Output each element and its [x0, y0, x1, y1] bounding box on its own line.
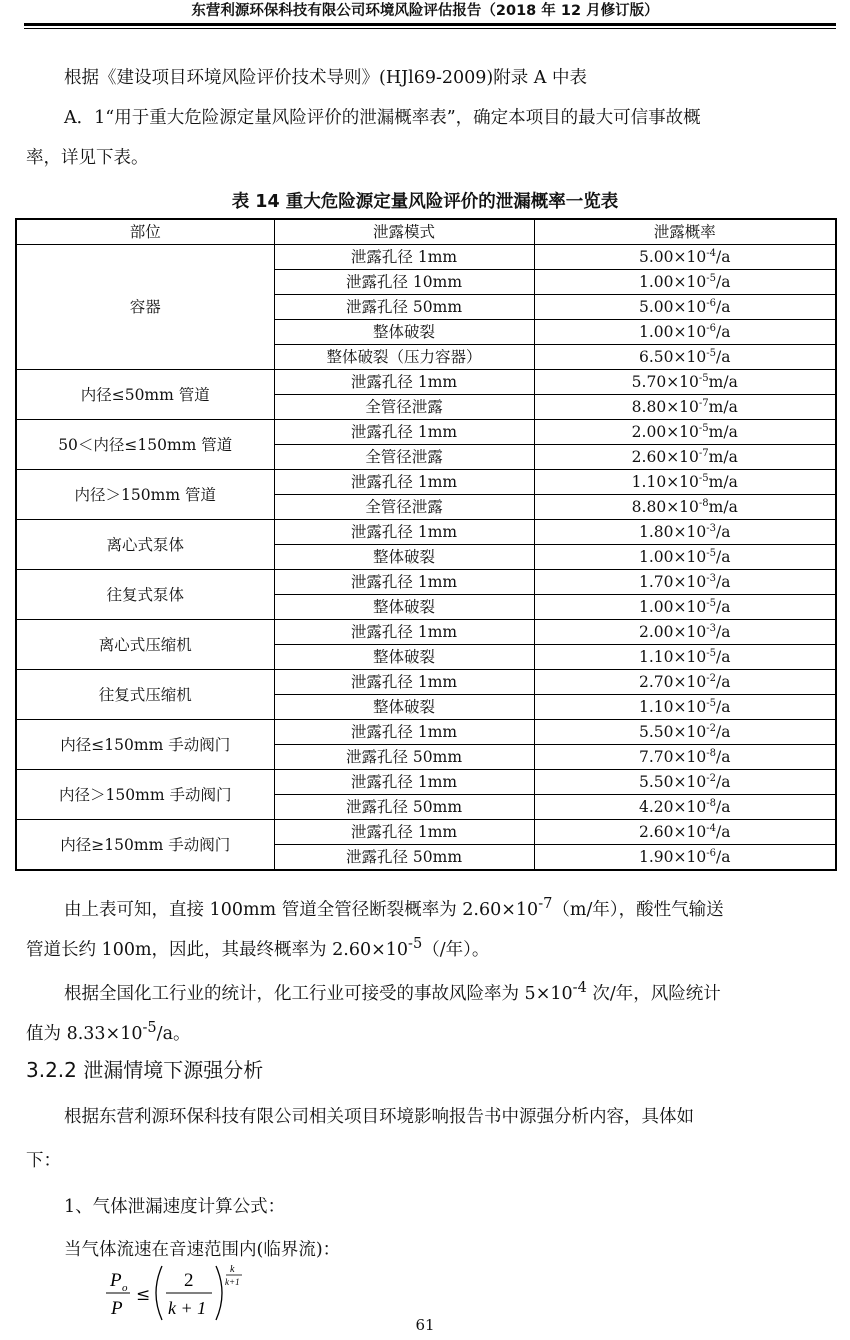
times-ten: ×10	[666, 398, 699, 416]
after-paragraph-3	[26, 968, 838, 1014]
table-row	[16, 420, 836, 445]
formula-two: 2	[184, 1270, 194, 1291]
cell-mode: 泄露孔径 1mm	[274, 670, 534, 695]
cell-mode: 泄露孔径 1mm	[274, 620, 534, 645]
probability-exponent: -3	[706, 522, 716, 534]
cell-probability	[534, 395, 836, 420]
section-heading: 3.2.2 泄漏情境下源强分析	[26, 1058, 264, 1082]
probability-unit: m/a	[708, 448, 738, 466]
probability-mantissa: 7.70	[639, 748, 674, 766]
probability-exponent: -5	[698, 422, 709, 434]
times-ten: ×10	[673, 548, 707, 566]
probability-unit: /a	[716, 323, 731, 341]
cell-probability	[534, 270, 836, 295]
cell-probability	[534, 470, 836, 495]
table-row	[16, 720, 836, 745]
cell-probability	[534, 495, 836, 520]
probability-exponent: -2	[706, 772, 716, 784]
probability-unit: m/a	[708, 473, 738, 491]
body-paragraph-4: 当气体流速在音速范围内(临界流)：	[64, 1240, 341, 1260]
formula-numerator-subscript: o	[122, 1282, 128, 1294]
probability-unit: /a	[716, 798, 731, 816]
cell-mode: 全管径泄露	[274, 395, 534, 420]
probability-unit: /a	[716, 298, 731, 316]
probability-exponent: -8	[698, 497, 709, 509]
cell-probability	[534, 370, 836, 395]
times-ten: ×10	[666, 498, 699, 516]
intro-line-2: A．1“用于重大危险源定量风险评价的泄漏概率表”，确定本项目的最大可信事故概	[64, 108, 701, 128]
cell-probability	[534, 845, 836, 871]
probability-mantissa: 1.00	[639, 273, 674, 291]
after-text: 管道长约 100m，因此，其最终概率为 2.60×10	[26, 939, 409, 960]
cell-mode: 泄露孔径 1mm	[274, 370, 534, 395]
cell-mode: 泄露孔径 10mm	[274, 270, 534, 295]
probability-mantissa: 2.00	[639, 623, 674, 641]
cell-probability	[534, 320, 836, 345]
cell-mode: 整体破裂	[274, 695, 534, 720]
probability-exponent: -8	[706, 747, 716, 759]
formula-k-plus-1: k + 1	[168, 1298, 207, 1318]
table-caption: 表 14 重大危险源定量风险评价的泄漏概率一览表	[231, 192, 619, 212]
formula-exp-num: k	[230, 1264, 235, 1275]
probability-unit: /a	[716, 748, 731, 766]
exponent: -7	[538, 895, 553, 912]
probability-exponent: -5	[698, 472, 709, 484]
times-ten: ×10	[673, 748, 707, 766]
probability-exponent: -7	[698, 447, 709, 459]
after-text: 由上表可知，直接 100mm 管道全管径断裂概率为 2.60×10	[64, 899, 539, 920]
probability-unit: /a	[716, 623, 731, 641]
probability-exponent: -5	[698, 372, 709, 384]
table-row	[16, 570, 836, 595]
times-ten: ×10	[673, 298, 707, 316]
probability-exponent: -7	[698, 397, 709, 409]
after-text: （m/年），酸性气输送	[552, 899, 724, 920]
times-ten: ×10	[666, 373, 699, 391]
probability-mantissa: 6.50	[639, 348, 674, 366]
times-ten: ×10	[673, 648, 707, 666]
times-ten: ×10	[673, 323, 707, 341]
cell-part: 往复式泵体	[16, 570, 274, 620]
cell-mode: 整体破裂	[274, 645, 534, 670]
after-paragraph-2	[26, 924, 838, 970]
probability-unit: /a	[716, 273, 731, 291]
times-ten: ×10	[673, 273, 707, 291]
cell-mode: 全管径泄露	[274, 495, 534, 520]
cell-mode: 泄露孔径 1mm	[274, 770, 534, 795]
table-row	[16, 820, 836, 845]
after-paragraph-1	[26, 884, 838, 930]
probability-mantissa: 1.10	[639, 648, 674, 666]
times-ten: ×10	[666, 448, 699, 466]
cell-part: 离心式泵体	[16, 520, 274, 570]
cell-probability	[534, 745, 836, 770]
cell-mode: 泄露孔径 1mm	[274, 820, 534, 845]
probability-exponent: -2	[706, 672, 716, 684]
probability-exponent: -5	[706, 647, 716, 659]
times-ten: ×10	[673, 773, 707, 791]
table-row	[16, 670, 836, 695]
cell-mode: 泄露孔径 50mm	[274, 845, 534, 871]
probability-mantissa: 1.10	[639, 698, 674, 716]
times-ten: ×10	[673, 523, 707, 541]
header-rule-thin	[24, 28, 836, 29]
after-text: 次/年，风险统计	[586, 983, 721, 1004]
probability-exponent: -6	[706, 847, 716, 859]
critical-flow-formula	[100, 1262, 260, 1324]
cell-part: 内径≥150mm 手动阀门	[16, 820, 274, 871]
cell-probability	[534, 645, 836, 670]
probability-mantissa: 8.80	[631, 498, 667, 516]
body-paragraph-2: 下：	[26, 1151, 61, 1171]
probability-unit: /a	[716, 823, 731, 841]
probability-mantissa: 5.00	[639, 298, 674, 316]
cell-probability	[534, 420, 836, 445]
probability-exponent: -5	[706, 347, 716, 359]
times-ten: ×10	[673, 573, 707, 591]
cell-probability	[534, 295, 836, 320]
page-number: 61	[415, 1316, 435, 1334]
header-probability: 泄露概率	[534, 219, 836, 245]
probability-unit: /a	[716, 548, 731, 566]
probability-unit: /a	[716, 723, 731, 741]
table-row	[16, 770, 836, 795]
cell-part: 容器	[16, 245, 274, 370]
cell-mode: 整体破裂（压力容器）	[274, 345, 534, 370]
exponent: -4	[572, 979, 587, 996]
probability-exponent: -6	[706, 322, 716, 334]
cell-mode: 泄露孔径 50mm	[274, 745, 534, 770]
cell-mode: 泄露孔径 1mm	[274, 420, 534, 445]
probability-unit: /a	[716, 648, 731, 666]
after-text: 值为 8.33×10	[26, 1023, 143, 1044]
times-ten: ×10	[673, 348, 707, 366]
cell-part: 内径＞150mm 手动阀门	[16, 770, 274, 820]
probability-mantissa: 4.20	[639, 798, 674, 816]
probability-mantissa: 2.70	[639, 673, 674, 691]
probability-mantissa: 5.00	[639, 248, 674, 266]
probability-exponent: -4	[706, 822, 716, 834]
times-ten: ×10	[673, 673, 707, 691]
after-text: （/年）。	[422, 939, 490, 960]
table-header-row	[16, 219, 836, 245]
probability-unit: m/a	[708, 373, 738, 391]
table-row	[16, 470, 836, 495]
table-row	[16, 520, 836, 545]
formula-denominator: P	[111, 1298, 123, 1319]
cell-probability	[534, 545, 836, 570]
probability-exponent: -5	[706, 697, 716, 709]
table-row	[16, 370, 836, 395]
cell-mode: 泄露孔径 50mm	[274, 295, 534, 320]
cell-mode: 泄露孔径 1mm	[274, 520, 534, 545]
formula-left-paren	[156, 1266, 162, 1320]
cell-probability	[534, 795, 836, 820]
probability-mantissa: 8.80	[631, 398, 667, 416]
body-paragraph-1: 根据东营利源环保科技有限公司相关项目环境影响报告书中源强分析内容，具体如	[64, 1107, 694, 1127]
table-row	[16, 245, 836, 270]
table-row	[16, 620, 836, 645]
cell-mode: 整体破裂	[274, 595, 534, 620]
leak-probability-table	[15, 218, 837, 871]
times-ten: ×10	[673, 723, 707, 741]
probability-exponent: -3	[706, 572, 716, 584]
cell-mode: 整体破裂	[274, 320, 534, 345]
cell-mode: 泄露孔径 1mm	[274, 245, 534, 270]
exponent: -5	[408, 935, 423, 952]
cell-part: 离心式压缩机	[16, 620, 274, 670]
cell-part: 往复式压缩机	[16, 670, 274, 720]
header-part: 部位	[16, 219, 274, 245]
probability-exponent: -3	[706, 622, 716, 634]
probability-mantissa: 1.00	[639, 598, 674, 616]
formula-leq: ≤	[136, 1285, 151, 1305]
cell-mode: 泄露孔径 1mm	[274, 570, 534, 595]
times-ten: ×10	[673, 623, 707, 641]
cell-part: 内径≤150mm 手动阀门	[16, 720, 274, 770]
probability-unit: /a	[716, 348, 731, 366]
cell-probability	[534, 245, 836, 270]
probability-mantissa: 5.50	[639, 773, 674, 791]
probability-mantissa: 1.10	[631, 473, 667, 491]
probability-unit: /a	[716, 523, 731, 541]
probability-mantissa: 2.00	[631, 423, 667, 441]
probability-unit: m/a	[708, 398, 738, 416]
intro-line-3: 率，详见下表。	[26, 148, 149, 168]
times-ten: ×10	[673, 248, 707, 266]
after-paragraph-4	[26, 1008, 838, 1054]
after-text: 根据全国化工行业的统计，化工行业可接受的事故风险率为 5×10	[64, 983, 573, 1004]
body-paragraph-3: 1、气体泄漏速度计算公式：	[64, 1197, 286, 1217]
probability-exponent: -2	[706, 722, 716, 734]
probability-mantissa: 2.60	[631, 448, 667, 466]
times-ten: ×10	[666, 423, 699, 441]
probability-exponent: -6	[706, 297, 716, 309]
cell-probability	[534, 770, 836, 795]
intro-line-1: 根据《建设项目环境风险评价技术导则》(HJl69-2009)附录 A 中表	[64, 68, 588, 88]
cell-mode: 泄露孔径 1mm	[274, 720, 534, 745]
formula-right-paren	[216, 1266, 222, 1320]
cell-mode: 泄露孔径 50mm	[274, 795, 534, 820]
cell-mode: 泄露孔径 1mm	[274, 470, 534, 495]
probability-mantissa: 1.00	[639, 323, 674, 341]
probability-unit: /a	[716, 248, 731, 266]
cell-probability	[534, 445, 836, 470]
cell-probability	[534, 620, 836, 645]
probability-unit: /a	[716, 673, 731, 691]
probability-mantissa: 1.70	[639, 573, 674, 591]
cell-mode: 全管径泄露	[274, 445, 534, 470]
probability-mantissa: 5.50	[639, 723, 674, 741]
probability-unit: /a	[716, 773, 731, 791]
cell-probability	[534, 720, 836, 745]
times-ten: ×10	[673, 698, 707, 716]
cell-probability	[534, 820, 836, 845]
exponent: -5	[142, 1019, 157, 1036]
running-header: 东营利源环保科技有限公司环境风险评估报告（2018 年 12 月修订版）	[191, 3, 659, 19]
probability-mantissa: 5.70	[631, 373, 667, 391]
times-ten: ×10	[673, 598, 707, 616]
cell-part: 内径＞150mm 管道	[16, 470, 274, 520]
header-rule-thick	[24, 23, 836, 26]
probability-unit: /a	[716, 698, 731, 716]
probability-exponent: -5	[706, 547, 716, 559]
probability-exponent: -5	[706, 272, 716, 284]
times-ten: ×10	[673, 823, 707, 841]
cell-probability	[534, 670, 836, 695]
probability-exponent: -8	[706, 797, 716, 809]
cell-part: 内径≤50mm 管道	[16, 370, 274, 420]
cell-probability	[534, 345, 836, 370]
times-ten: ×10	[673, 798, 707, 816]
cell-probability	[534, 695, 836, 720]
probability-mantissa: 1.00	[639, 548, 674, 566]
probability-exponent: -5	[706, 597, 716, 609]
cell-mode: 整体破裂	[274, 545, 534, 570]
probability-exponent: -4	[706, 247, 716, 259]
probability-unit: /a	[716, 573, 731, 591]
formula-exp-den: k+1	[225, 1277, 240, 1287]
probability-unit: /a	[716, 598, 731, 616]
cell-probability	[534, 595, 836, 620]
cell-probability	[534, 520, 836, 545]
times-ten: ×10	[666, 473, 699, 491]
after-text: /a。	[156, 1023, 191, 1044]
times-ten: ×10	[673, 848, 707, 866]
probability-unit: m/a	[708, 423, 738, 441]
cell-part: 50＜内径≤150mm 管道	[16, 420, 274, 470]
probability-mantissa: 1.90	[639, 848, 674, 866]
cell-probability	[534, 570, 836, 595]
probability-unit: m/a	[708, 498, 738, 516]
probability-mantissa: 2.60	[639, 823, 674, 841]
probability-unit: /a	[716, 848, 731, 866]
header-mode: 泄露模式	[274, 219, 534, 245]
formula-numerator: P	[110, 1270, 122, 1291]
probability-mantissa: 1.80	[639, 523, 674, 541]
